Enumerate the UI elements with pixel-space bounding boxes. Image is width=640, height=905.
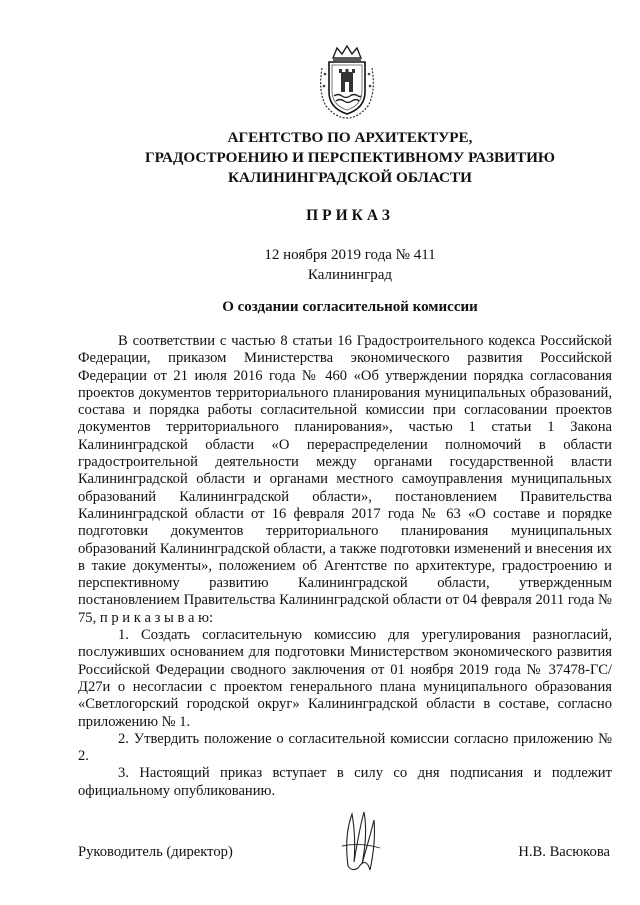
document-title: О создании согласительной комиссии (222, 299, 478, 315)
preamble-paragraph: В соответствии с частью 8 статьи 16 Градостроительного кодекса Российской Федерации, приказом Министерства экономического развития Российской Федерации от 21 июля 2016 года № 460 «Об утверждении порядка согласования проектов документов территориального планирования муниципальных образований, состава и порядка работы согласительной комиссии при согласовании проектов документов территориального планирования», частью 1 статьи 1 Закона Калининградской области «О перераспределении полномочий в области градостроительной деятельности между органами государственной власти Калининградской области и органами местного самоуправления муниципальных образований Калининградской области», постановлением Правительства Калининградской области от 16 февраля 2017 года № 63 «О составе и порядке подготовки документов территориального планирования муниципальных образований Калининградской области, а также подготовки изменений и внесения их в такие документы», положением об Агентстве по архитектуре, градостроению и перспективному развитию Калининградской области, утвержденным постановлением Правительства Калининградской области от 04 февраля 2011 года № 75, п р и к а з ы в а ю: (78, 333, 612, 626)
agency-line-1: АГЕНТСТВО ПО АРХИТЕКТУРЕ, (227, 129, 473, 146)
document-date-block (60, 245, 640, 285)
document-type: ПРИКАЗ (306, 207, 394, 224)
document-city: Калининград (307, 267, 393, 283)
agency-line-3: КАЛИНИНГРАДСКОЙ ОБЛАСТИ (228, 169, 472, 186)
agency-line-2: ГРАДОСТРОЕНИЮ И ПЕРСПЕКТИВНОМУ РАЗВИТИЮ (144, 149, 555, 166)
document-body (78, 333, 612, 800)
handwritten-signature (330, 806, 390, 876)
order-item-3: 3. Настоящий приказ вступает в силу со дня подписания и подлежит официальному опубликованию. (78, 765, 612, 799)
document-date: 12 ноября 2019 года № 411 (264, 247, 436, 263)
order-item-1: 1. Создать согласительную комиссию для урегулирования разногласий, послуживших основанием для подготовки Министерством экономического развития Российской Федерации сводного заключения от 01 ноября 2019 года № 37478-ГС/Д27и о несогласии с проектом генерального плана муниципального образования «Светлогорский городской округ» Калининградской области в составе, согласно приложению № 1. (78, 627, 612, 730)
signer-name: Н.В. Васюкова (518, 844, 610, 860)
signer-role: Руководитель (директор) (78, 844, 233, 860)
order-item-2: 2. Утвердить положение о согласительной комиссии согласно приложению № 2. (78, 730, 612, 765)
coat-of-arms-icon (316, 44, 378, 120)
agency-name (60, 128, 640, 188)
